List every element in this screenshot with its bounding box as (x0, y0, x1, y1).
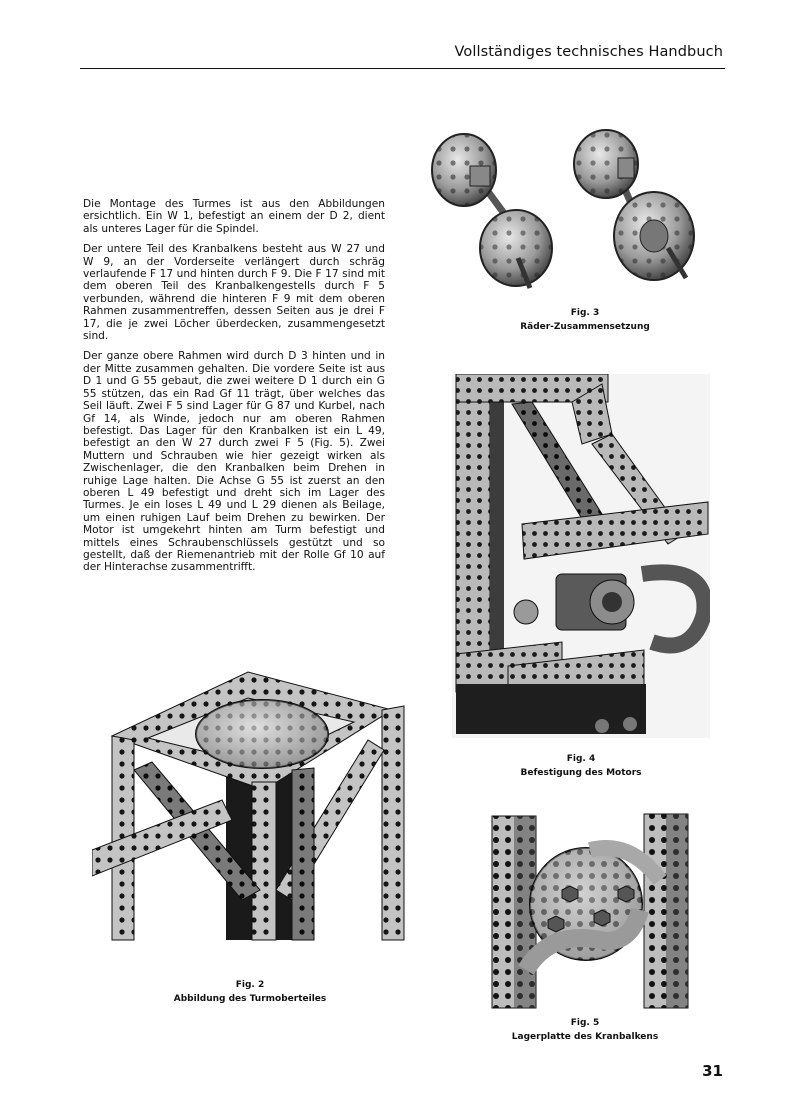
figure-5-bearing-plate-photo (490, 810, 690, 1010)
figure-5-caption (470, 1016, 700, 1044)
header-rule (80, 68, 725, 69)
page-number: 31 (702, 1062, 723, 1080)
figure-3-caption (460, 306, 710, 334)
figure-4-caption (452, 752, 710, 780)
body-text (83, 198, 385, 582)
figure-3-number: Fig. 3 (570, 308, 600, 318)
figure-2-caption (120, 978, 380, 1006)
figure-4-motor-mount-photo (452, 374, 710, 738)
figure-2-title: Abbildung des Turmoberteiles (173, 994, 327, 1004)
figure-2-number: Fig. 2 (235, 980, 265, 990)
figure-5-title: Lagerplatte des Kranbalkens (511, 1032, 659, 1042)
paragraph: Die Montage des Turmes ist aus den Abbildungen ersichtlich. Ein W 1, befestigt an einem der D 2, dient als unteres Lager für die Spindel. (83, 198, 385, 235)
figure-4-number: Fig. 4 (566, 754, 596, 764)
figure-3-wheel-assembly-photo (418, 128, 708, 293)
figure-5-number: Fig. 5 (570, 1018, 600, 1028)
figure-4-title: Befestigung des Motors (520, 768, 642, 778)
running-header-title: Vollständiges technisches Handbuch (454, 44, 723, 60)
figure-3-title: Räder-Zusammensetzung (520, 322, 650, 332)
figure-2-tower-top-photo (92, 650, 410, 942)
paragraph: Der untere Teil des Kranbalkens besteht aus W 27 und W 9, an der Vorderseite verlängert durch schräg verlaufende F 17 und hinten durch F 9. Die F 17 sind mit dem oberen Teil des Kranbalkengestells durch F 5 verbunden, während die hinteren F 9 mit dem oberen Rahmen zusammentreffen, dessen Seiten aus je drei F 17, die je zwei Löcher überdecken, zusammengesetzt sind. (83, 243, 385, 343)
paragraph: Der ganze obere Rahmen wird durch D 3 hinten und in der Mitte zusammen gehalten. Die vordere Seite ist aus D 1 und G 55 gebaut, die zwei weitere D 1 durch ein G 55 stützen, das ein Rad Gf 11 trägt, über welches das Seil läuft. Zwei F 5 sind Lager für G 87 und Kurbel, nach Gf 14, als Winde, jedoch nur am oberen Rahmen befestigt. Das Lager für den Kranbalken ist ein L 49, befestigt an den W 27 durch zwei F 5 (Fig. 5). Zwei Muttern und Schrauben wie hier gezeigt wirken als Zwischenlager, die den Kranbalken beim Drehen in ruhige Lage halten. Die Achse G 55 ist zuerst an den oberen L 49 befestigt und dreht sich im Lager des Turmes. Je ein loses L 49 und L 29 dienen als Beilage, um einen ruhigen Lauf beim Drehen zu bewirken. Der Motor ist umgekehrt hinten am Turm befestigt und mittels eines Schraubenschlüssels gestützt und so gestellt, daß der Riemenantrieb mit der Rolle Gf 10 auf der Hinterachse zusammentrifft. (83, 350, 385, 574)
